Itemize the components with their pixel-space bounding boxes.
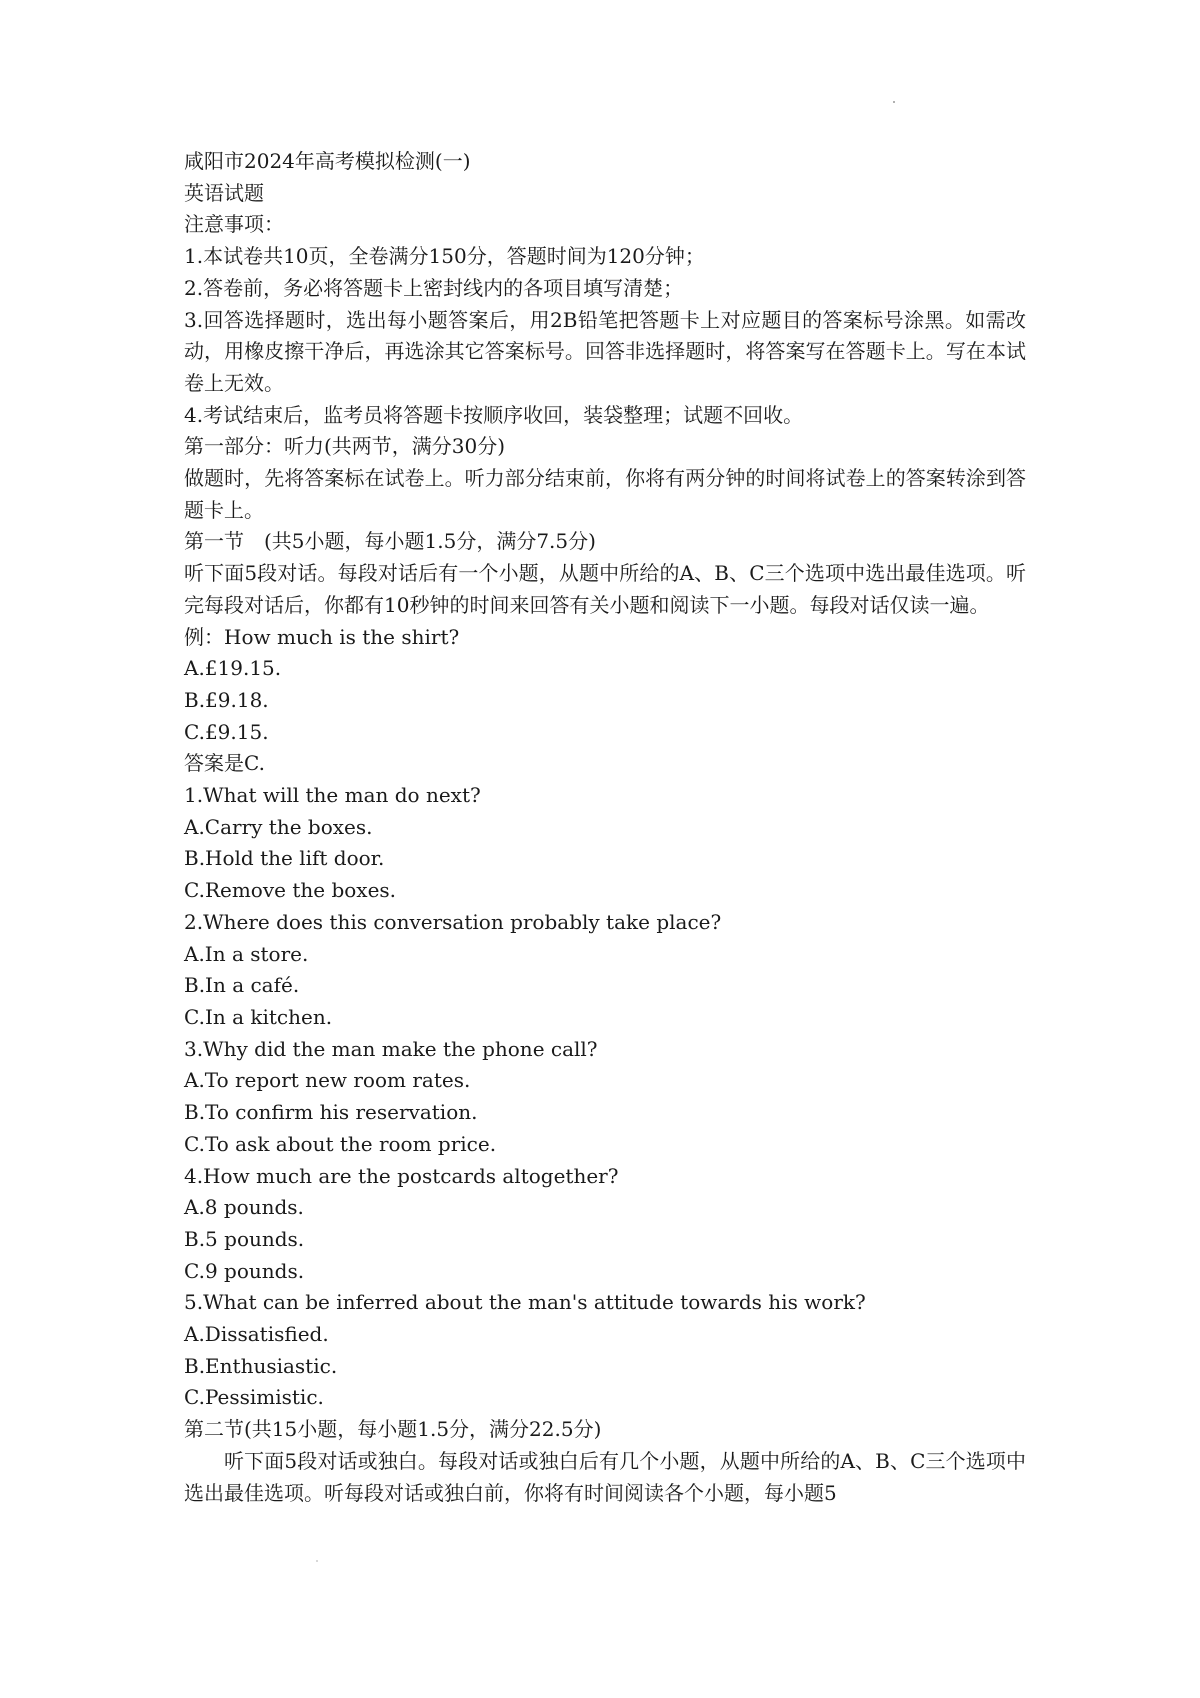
exam-subject: 英语试题: [184, 180, 264, 205]
question-4-option-c: C.9 pounds.: [184, 1258, 305, 1283]
question-4-option-a: A.8 pounds.: [184, 1195, 304, 1220]
question-1-option-c: C.Remove the boxes.: [184, 878, 397, 903]
section2-instruction: 听下面5段对话或独白。每段对话或独白后有几个小题，从题中所给的A、B、C三个选项中选出最佳选项。听每段对话或独白前，你将有时间阅读各个小题，每小题5: [184, 1448, 1026, 1505]
example-answer: 答案是C.: [184, 751, 265, 776]
example-option: C.£9.15.: [184, 719, 269, 744]
exam-title: 咸阳市2024年高考模拟检测(一): [184, 149, 471, 173]
notice-item: 4.考试结束后，监考员将答题卡按顺序收回，装袋整理；试题不回收。: [184, 402, 804, 427]
part1-heading: 第一部分：听力(共两节，满分30分): [184, 434, 506, 459]
page-content: [184, 146, 1026, 1509]
question-3-option-c: C.To ask about the room price.: [184, 1131, 497, 1156]
question-5: 5.What can be inferred about the man's attitude towards his work?: [184, 1290, 866, 1315]
notice-item: 3.回答选择题时，选出每小题答案后，用2B铅笔把答题卡上对应题目的答案标号涂黑。如需改动，用橡皮擦干净后，再选涂其它答案标号。回答非选择题时，将答案写在答题卡上。写在本试卷上无效。: [184, 307, 1026, 395]
question-5-option-a: A.Dissatisfied.: [184, 1322, 329, 1347]
question-4-option-b: B.5 pounds.: [184, 1226, 305, 1251]
section1-heading: 第一节 (共5小题，每小题1.5分，满分7.5分): [184, 529, 596, 554]
scan-speck: [316, 1560, 318, 1562]
example-option: A.£19.15.: [184, 656, 282, 681]
question-2: 2.Where does this conversation probably take place?: [184, 909, 722, 934]
section1-instruction: 听下面5段对话。每段对话后有一个小题，从题中所给的A、B、C三个选项中选出最佳选项。听完每段对话后，你都有10秒钟的时间来回答有关小题和阅读下一小题。每段对话仅读一遍。: [184, 561, 1026, 617]
question-1-option-b: B.Hold the lift door.: [184, 846, 385, 871]
section2-heading: 第二节(共15小题，每小题1.5分，满分22.5分): [184, 1417, 602, 1442]
question-3: 3.Why did the man make the phone call?: [184, 1036, 598, 1061]
example-question: 例：How much is the shirt?: [184, 624, 460, 649]
question-2-option-a: A.In a store.: [184, 941, 309, 966]
notice-heading: 注意事项：: [184, 212, 284, 237]
example-option: B.£9.18.: [184, 687, 269, 712]
question-5-option-b: B.Enthusiastic.: [184, 1353, 338, 1378]
question-3-option-a: A.To report new room rates.: [184, 1068, 471, 1093]
question-2-option-b: B.In a café.: [184, 973, 300, 998]
question-2-option-c: C.In a kitchen.: [184, 1004, 333, 1029]
part1-instruction: 做题时，先将答案标在试卷上。听力部分结束前，你将有两分钟的时间将试卷上的答案转涂到答题卡上。: [184, 466, 1026, 522]
question-5-option-c: C.Pessimistic.: [184, 1385, 324, 1410]
question-3-option-b: B.To confirm his reservation.: [184, 1100, 478, 1125]
question-4: 4.How much are the postcards altogether?: [184, 1163, 619, 1188]
notice-item: 2.答卷前，务必将答题卡上密封线内的各项目填写清楚；: [184, 275, 684, 300]
scan-speck: [893, 101, 895, 103]
question-1: 1.What will the man do next?: [184, 783, 481, 808]
question-1-option-a: A.Carry the boxes.: [184, 814, 373, 839]
notice-item: 1.本试卷共10页，全卷满分150分，答题时间为120分钟；: [184, 244, 705, 269]
